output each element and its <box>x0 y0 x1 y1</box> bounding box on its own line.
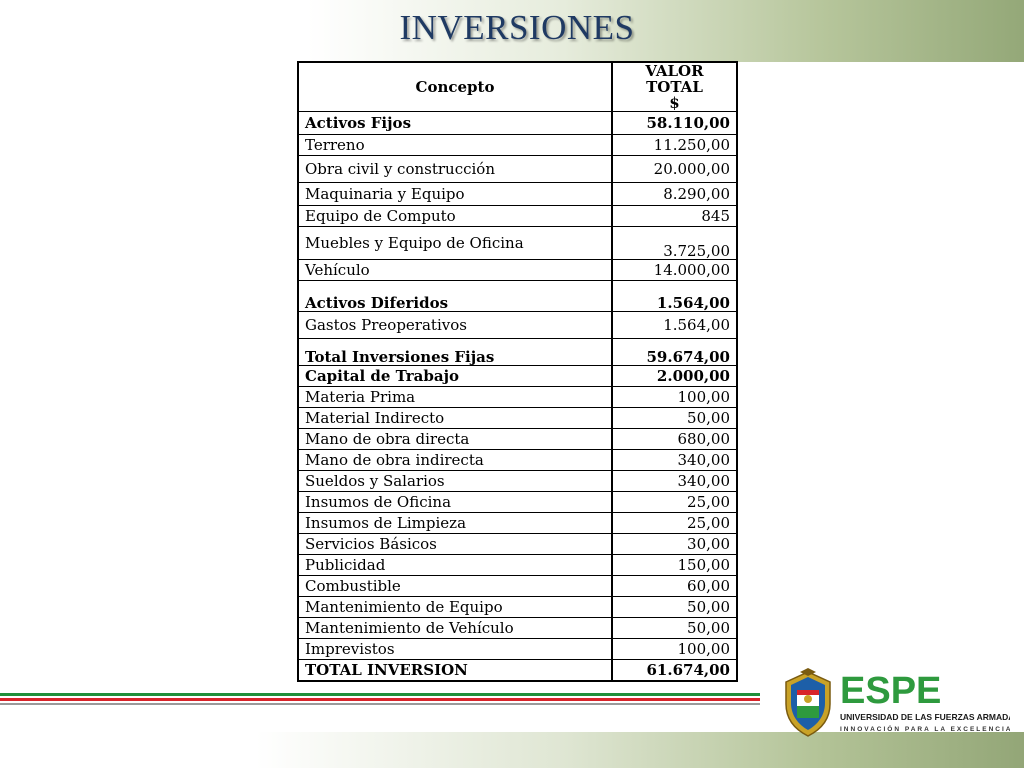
row-concept: TOTAL INVERSION <box>298 660 612 682</box>
table-row <box>298 206 737 227</box>
table-row <box>298 639 737 660</box>
table-row <box>298 555 737 576</box>
row-value: 340,00 <box>612 450 737 471</box>
table-row <box>298 492 737 513</box>
row-value: 100,00 <box>612 639 737 660</box>
espe-logo-graphic <box>780 668 1010 740</box>
row-value: 3.725,00 <box>612 227 737 260</box>
row-concept: Mano de obra indirecta <box>298 450 612 471</box>
row-value: 680,00 <box>612 429 737 450</box>
row-value: 11.250,00 <box>612 135 737 156</box>
column-header-concept: Concepto <box>298 62 612 112</box>
table-row <box>298 366 737 387</box>
table-row <box>298 156 737 183</box>
row-value: 50,00 <box>612 618 737 639</box>
row-concept: Mantenimiento de Equipo <box>298 597 612 618</box>
row-value: 14.000,00 <box>612 260 737 281</box>
row-value: 50,00 <box>612 597 737 618</box>
table-row <box>298 387 737 408</box>
row-concept: Insumos de Oficina <box>298 492 612 513</box>
table-row <box>298 576 737 597</box>
row-concept: Obra civil y construcción <box>298 156 612 183</box>
table-row <box>298 112 737 135</box>
investment-table <box>297 61 738 682</box>
espe-wordmark: ESPE <box>840 670 942 712</box>
row-value: 20.000,00 <box>612 156 737 183</box>
table-row <box>298 513 737 534</box>
row-concept: Muebles y Equipo de Oficina <box>298 227 612 260</box>
table-row <box>298 429 737 450</box>
table-header <box>298 62 737 112</box>
row-value: 150,00 <box>612 555 737 576</box>
table-row <box>298 618 737 639</box>
page-title: INVERSIONES <box>399 8 635 47</box>
row-concept: Material Indirecto <box>298 408 612 429</box>
gray-stripe <box>0 703 760 705</box>
table-row <box>298 534 737 555</box>
table-row <box>298 450 737 471</box>
row-value: 61.674,00 <box>612 660 737 682</box>
table-row <box>298 135 737 156</box>
row-concept: Sueldos y Salarios <box>298 471 612 492</box>
table-row <box>298 339 737 366</box>
row-concept: Servicios Básicos <box>298 534 612 555</box>
row-value: 58.110,00 <box>612 112 737 135</box>
row-value: 8.290,00 <box>612 183 737 206</box>
table-row <box>298 408 737 429</box>
table-row <box>298 597 737 618</box>
espe-motto: INNOVACIÓN PARA LA EXCELENCIA <box>840 726 1010 733</box>
row-concept: Vehículo <box>298 260 612 281</box>
row-concept: Gastos Preoperativos <box>298 312 612 339</box>
row-value: 2.000,00 <box>612 366 737 387</box>
table-row <box>298 260 737 281</box>
espe-subtitle: UNIVERSIDAD DE LAS FUERZAS ARMADAS <box>840 712 1010 722</box>
row-value: 59.674,00 <box>612 339 737 366</box>
row-value: 1.564,00 <box>612 312 737 339</box>
row-concept: Equipo de Computo <box>298 206 612 227</box>
row-concept: Insumos de Limpieza <box>298 513 612 534</box>
row-value: 100,00 <box>612 387 737 408</box>
row-concept: Maquinaria y Equipo <box>298 183 612 206</box>
table-row <box>298 183 737 206</box>
row-value: 1.564,00 <box>612 281 737 312</box>
row-value: 60,00 <box>612 576 737 597</box>
row-value: 340,00 <box>612 471 737 492</box>
row-concept: Combustible <box>298 576 612 597</box>
table-row <box>298 227 737 260</box>
row-concept: Capital de Trabajo <box>298 366 612 387</box>
row-concept: Activos Fijos <box>298 112 612 135</box>
row-concept: Imprevistos <box>298 639 612 660</box>
column-header-value: VALOR TOTAL $ <box>612 62 737 112</box>
row-concept: Publicidad <box>298 555 612 576</box>
table-row <box>298 471 737 492</box>
row-concept: Mantenimiento de Vehículo <box>298 618 612 639</box>
row-concept: Activos Diferidos <box>298 281 612 312</box>
row-value: 25,00 <box>612 492 737 513</box>
university-crest-icon <box>786 668 830 736</box>
row-concept: Materia Prima <box>298 387 612 408</box>
espe-logo <box>780 668 1010 740</box>
row-concept: Mano de obra directa <box>298 429 612 450</box>
row-value: 25,00 <box>612 513 737 534</box>
table-row <box>298 660 737 682</box>
table-row <box>298 281 737 312</box>
row-value: 845 <box>612 206 737 227</box>
row-value: 50,00 <box>612 408 737 429</box>
row-concept: Terreno <box>298 135 612 156</box>
row-concept: Total Inversiones Fijas <box>298 339 612 366</box>
row-value: 30,00 <box>612 534 737 555</box>
table-row <box>298 312 737 339</box>
red-stripe <box>0 698 760 701</box>
